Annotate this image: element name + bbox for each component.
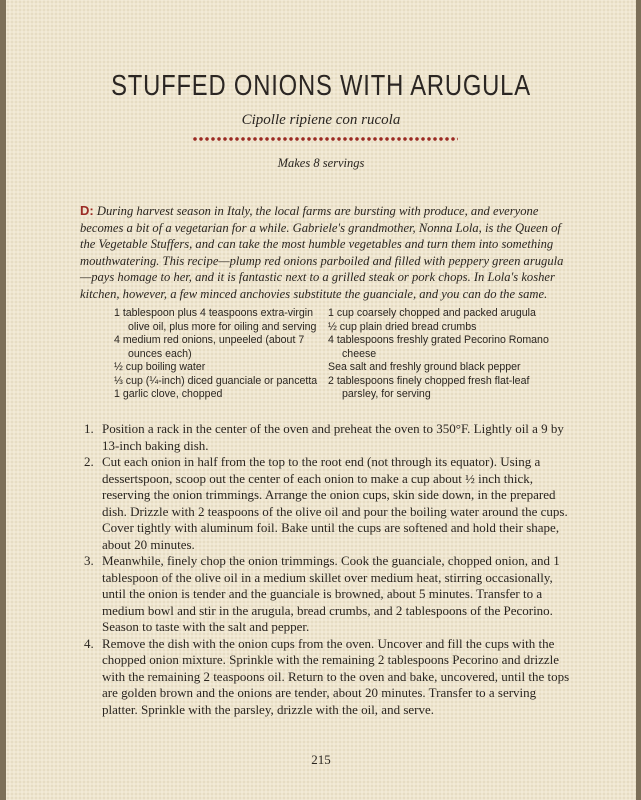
step-text: Remove the dish with the onion cups from the oven. Uncover and fill the cups with the chopped onion mixture. Sprinkle with the remaining 2 tablespoons Pecorino and drizzle with the remaining 2 teaspoons oil. Return to the oven and bake, uncovered, until the tops are golden brown and the onions are tender, about 20 minutes. Transfer to a serving platter. Sprinkle with the parsley, drizzle with the oil, and serve. — [102, 635, 570, 717]
ingredient-item: 2 tablespoons finely chopped fresh flat-leaf parsley, for serving — [328, 374, 530, 400]
ingredients-right-column — [328, 307, 564, 402]
step-number: 2. — [84, 454, 94, 469]
ingredients-left-column — [114, 307, 326, 402]
page-number: 215 — [311, 752, 331, 767]
intro-marker: D: — [80, 203, 94, 218]
ingredient-item: ½ cup boiling water — [114, 361, 206, 373]
servings-text: Makes 8 servings — [277, 156, 365, 170]
ingredient-item: ⅓ cup (¼-inch) diced guanciale or pancetta — [114, 374, 318, 387]
book-page — [6, 0, 636, 800]
step-text: Cut each onion in half from the top to the root end (not through its equator). Using a dessertspoon, scoop out the center of each onion to make a cup about ½ inch thick, reserving the onion trimmings. Arrange the onion cups, skin side down, in the prepared dish. Drizzle with 2 teaspoons of the olive oil and pour the boiling water around the cups. Cover tightly with aluminum foil. Bake until the cups are softened and hold their shape, about 20 minutes. — [102, 454, 568, 552]
step-text: Position a rack in the center of the oven and preheat the oven to 350°F. Lightly oil a 9 by 13-inch baking dish. — [102, 421, 564, 453]
step-text: Meanwhile, finely chop the onion trimmings. Cook the guanciale, chopped onion, and 1 tablespoon of the olive oil in a medium skillet over medium heat, stirring occasionally, until the onion is tender and the guanciale is browned, about 5 minutes. Transfer to a medium bowl and stir in the arugula, bread crumbs, and 2 tablespoons of the Pecorino. Season to taste with the salt and pepper. — [102, 553, 560, 634]
dotted-divider — [192, 136, 458, 142]
intro-text: During harvest season in Italy, the local farms are bursting with produce, and everyone becomes a bit of a vegetarian for a while. Gabriele's grandmother, Nonna Lola, is the Queen of the Vegetable Stuffers, and can take the most humble vegetables and turn them into something mouthwatering. This recipe—plump red onions parboiled and filled with peppery green arugula—pays homage to her, and it is fantastic next to a grilled steak or pork chops. In Lola's kosher kitchen, however, a few minced anchovies substitute the guanciale, and you can do the same. — [80, 204, 564, 301]
instruction-step — [78, 421, 572, 454]
step-number: 3. — [84, 553, 94, 568]
ingredient-item: Sea salt and freshly ground black pepper — [328, 361, 521, 373]
recipe-title: STUFFED ONIONS WITH ARUGULA — [111, 70, 531, 102]
step-number: 1. — [84, 421, 94, 436]
step-number: 4. — [84, 635, 94, 651]
intro-paragraph — [80, 203, 572, 302]
ingredient-item: 4 medium red onions, unpeeled (about 7 ounces each) — [114, 334, 305, 360]
ingredient-item: 1 garlic clove, chopped — [114, 388, 223, 400]
recipe-subtitle: Cipolle ripiene con rucola — [241, 112, 401, 128]
ingredient-item: 1 cup coarsely chopped and packed arugula — [328, 307, 536, 319]
ingredient-item: ½ cup plain dried bread crumbs — [328, 320, 477, 333]
ingredient-item: 1 tablespoon plus 4 teaspoons extra-virgin olive oil, plus more for oiling and serving — [114, 307, 317, 333]
instruction-step — [78, 553, 572, 636]
instruction-step — [78, 636, 572, 719]
ingredient-item: 4 tablespoons freshly grated Pecorino Romano cheese — [328, 334, 549, 360]
instruction-step — [78, 454, 572, 553]
instructions-list — [78, 421, 572, 718]
